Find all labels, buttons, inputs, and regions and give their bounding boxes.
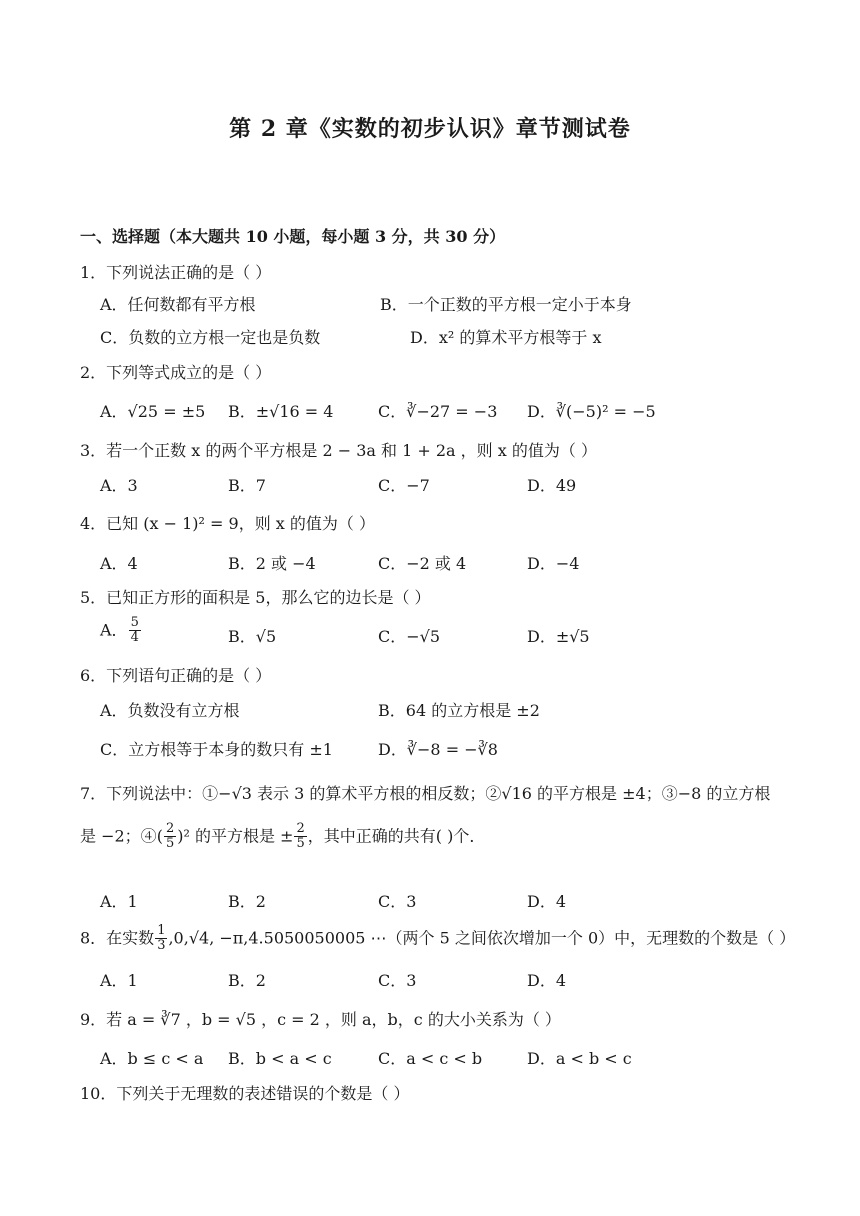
- fraction: [155, 924, 167, 954]
- stem-part: 是 −2；④: [80, 826, 157, 846]
- stem-part: ,0,√4, −π,4.5050050005 ⋯（两个 5 之间依次增加一个 0）中，无理数的个数是（ ）: [168, 928, 796, 948]
- question-2-option-c: C．∛−27 = −3: [378, 402, 498, 421]
- fraction: [129, 616, 141, 646]
- fraction-numerator: 1: [157, 923, 166, 938]
- question-8-option-c: C．3: [378, 971, 417, 990]
- question-7-option-b: B．2: [228, 892, 266, 911]
- question-9-option-a: A．b ≤ c < a: [100, 1049, 204, 1068]
- question-5-option-a: [100, 616, 142, 646]
- question-2-stem: 2．下列等式成立的是（ ）: [80, 363, 272, 382]
- question-3-option-d: D．49: [527, 476, 577, 495]
- question-1-stem: 1．下列说法正确的是（ ）: [80, 263, 272, 282]
- question-3-stem: 3．若一个正数 x 的两个平方根是 2 − 3a 和 1 + 2a ，则 x 的值为（ ）: [80, 441, 597, 460]
- option-a-label: A．: [100, 620, 128, 640]
- question-6-option-d: D．∛−8 = −∛8: [378, 740, 498, 759]
- fraction-denominator: 5: [165, 836, 175, 852]
- fraction-denominator: 5: [296, 836, 305, 852]
- question-8-option-b: B．2: [228, 971, 266, 990]
- question-1-option-a: A．任何数都有平方根: [100, 295, 256, 314]
- question-10-stem: 10．下列关于无理数的表述错误的个数是（ ）: [80, 1084, 410, 1103]
- page-title: 第 2 章《实数的初步认识》章节测试卷: [229, 116, 631, 142]
- fraction-numerator: 2: [296, 821, 305, 836]
- question-6-stem: 6．下列语句正确的是（ ）: [80, 666, 272, 685]
- fraction-numerator: 2: [165, 821, 175, 836]
- question-5-stem: 5．已知正方形的面积是 5，那么它的边长是（ ）: [80, 588, 431, 607]
- fraction-numerator: 5: [130, 615, 139, 630]
- question-7-option-a: A．1: [100, 892, 138, 911]
- stem-part: ，其中正确的共有( )个．: [307, 826, 486, 846]
- question-8-option-d: D．4: [527, 971, 567, 990]
- question-4-option-a: A．4: [100, 554, 138, 573]
- question-5-option-c: C．−√5: [378, 627, 441, 646]
- question-9-option-b: B．b < a < c: [228, 1049, 332, 1068]
- fraction: [164, 822, 176, 852]
- question-6-option-a: A．负数没有立方根: [100, 701, 240, 720]
- fraction-denominator: 3: [157, 938, 166, 954]
- question-7-option-d: D．4: [527, 892, 567, 911]
- stem-part: ² 的平方根是 ±: [183, 826, 294, 846]
- stem-part: 8．在实数: [80, 928, 155, 948]
- question-2-option-d: D．∛(−5)² = −5: [527, 402, 656, 421]
- question-9-stem: 9．若 a = ∛7 ，b = √5 ，c = 2 ，则 a，b，c 的大小关系为（ ）: [80, 1010, 561, 1029]
- fraction: [294, 822, 306, 852]
- question-2-option-a: A．√25 = ±5: [100, 402, 206, 421]
- question-1-option-c: C．负数的立方根一定也是负数: [100, 328, 321, 347]
- question-6-option-b: B．64 的立方根是 ±2: [378, 701, 540, 720]
- question-8-stem: [80, 924, 795, 954]
- question-9-option-d: D．a < b < c: [527, 1049, 632, 1068]
- question-4-option-b: B．2 或 −4: [228, 554, 316, 573]
- question-5-option-d: D．±√5: [527, 627, 590, 646]
- question-6-option-c: C．立方根等于本身的数只有 ±1: [100, 740, 333, 759]
- question-3-option-b: B．7: [228, 476, 266, 495]
- question-7-stem-line1: 7．下列说法中：①−√3 表示 3 的算术平方根的相反数；②√16 的平方根是 ±4；③−8 的立方根: [80, 784, 771, 803]
- section-heading: 一、选择题（本大题共 10 小题，每小题 3 分，共 30 分）: [80, 227, 506, 246]
- question-1-option-b: B．一个正数的平方根一定小于本身: [380, 295, 632, 314]
- question-4-option-d: D．−4: [527, 554, 580, 573]
- fraction-denominator: 4: [130, 630, 139, 646]
- question-4-stem: 4．已知 (x − 1)² = 9，则 x 的值为（ ）: [80, 514, 375, 533]
- question-1-option-d: D．x² 的算术平方根等于 x: [410, 328, 602, 347]
- question-3-option-c: C．−7: [378, 476, 430, 495]
- question-3-option-a: A．3: [100, 476, 138, 495]
- question-2-option-b: B．±√16 = 4: [228, 402, 334, 421]
- question-8-option-a: A．1: [100, 971, 138, 990]
- question-5-option-b: B．√5: [228, 627, 277, 646]
- question-4-option-c: C．−2 或 4: [378, 554, 467, 573]
- question-7-stem-line2: 是 −2；④( $\frac{2}{5}$ )² 的平方根是 ± $\frac{2}{5}$ ，其中正确的共有( )个．: [80, 821, 486, 852]
- question-9-option-c: C．a < c < b: [378, 1049, 483, 1068]
- question-7-option-c: C．3: [378, 892, 417, 911]
